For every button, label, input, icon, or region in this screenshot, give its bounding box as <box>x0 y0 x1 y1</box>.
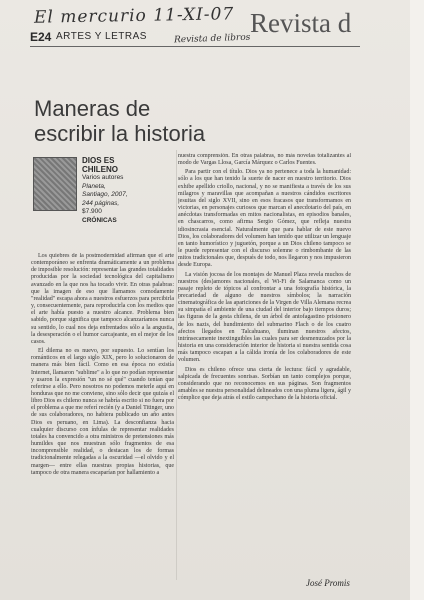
book-info <box>82 156 172 225</box>
handwritten-section-note: Revista de libros <box>173 32 251 46</box>
book-title <box>82 156 172 174</box>
page-edge <box>410 0 424 600</box>
column-divider <box>176 150 177 580</box>
section-name: ARTES Y LETRAS <box>56 31 147 42</box>
author-signature: José Promis <box>306 578 350 588</box>
publication-title: Revista d <box>250 8 352 38</box>
book-authors: Varios autores <box>82 174 124 181</box>
book-place-year: Santiago, 2007, <box>82 191 128 198</box>
paragraph: nuestra comprensión. En otras palabras, no más novelas totalizantes al modo de Vargas Llosa, García Márquez o Carlos Fuentes. <box>178 153 351 167</box>
book-title-line-2: CHILENO <box>82 165 118 174</box>
headline-line-2: escribir la historia <box>34 121 206 146</box>
paragraph: Para partir con el título. Dios ya no pertenece a toda la humanidad: sólo a los que han tenido la suerte de nacer en nuestro territorio. Dios exhibe apellido criollo, nacional, y no se manifiesta a través de los sus milagros y maravillas que acompañan a nuestros cándidos escritores jesuitas del siglo XVII, sino en esos fracasos que transformamos en victorias, en personajes curiosos que marcan el anecdotario del país, en anécdotas transformadas en mitos nacionalistas, en episodios banales, en chascarros, como afirma Sergio Gómez, que refleja nuestra idiosincrasia esencial. Naturalmente que para hablar de este nuevo Dios, los colaboradores del volumen han tenido que utilizar un lenguaje en tanto humorístico y juguetón, porque a un Dios chileno tampoco se le puede representar con el discurso solemne o rimbombante de las mitos tradicionales que, después de todo, nos llegaron y nos impusieron desde Europa. <box>178 169 351 269</box>
book-title-line-1: DIOS ES <box>82 156 115 165</box>
book-cover-thumbnail <box>33 157 77 211</box>
handwritten-annotation: El mercurio 11-XI-07 <box>33 4 235 28</box>
article-column-left <box>31 253 174 583</box>
book-publisher: Planeta, <box>82 182 106 190</box>
page-number: E24 <box>30 30 52 44</box>
paragraph: Los quiebres de la postmodernidad afirman que el arte contemporáneo se enfrenta dramáticamente a un problema de imposible resolución: representar las grandes totalidades producidas por la sociedad tecnológica del capitalismo avanzado en la que nos ha tocado vivir. En otras palabras: que la imagen de eso que llamamos comodamente "realidad" escapa ahora a nuestros esfuerzos para percibirla y, consecuentemente, para reproducirla con los medios que el arte había puesto a nuestro alcance. Problema bien sabido, porque significa que tampoco alcanzaríamos nunca su sentido, lo cual nos deja enfrentados sólo a la angustia, la desesperación o el humor carcajeante, en el mejor de los casos. <box>31 253 174 345</box>
paragraph: Dios es chileno ofrece una cierta de lectura: fácil y agradable, salpicada de frecuentes sonrisas. Sorbían un tanto complejos porque, considerando que no reconocemos en sus páginas. Son fragmentos amables se nuestra personalidad delineados con una pluma ligera, ágil y cómplice que deja atrás el estilo campechano de la historia oficial. <box>178 366 351 402</box>
book-price: $7.900 <box>82 208 102 215</box>
article-column-right <box>178 153 351 583</box>
paragraph: El dilema no es nuevo, por supuesto. Lo sentían los románticos en el largo siglo XIX, pero lo solucionaron de manera más bien fácil. Como en esa época no existía Internet, llamaron "sublime" a lo que no podían representar y usaron la expresión "un no sé qué" cuando tenían que referirse a ello. Pero nosotros no podemos meterle aquí en honduras que no me conviene, sino sólo decir que quizás el libro Dios es chileno nunca se habría escrito si no fuera por el problema a que me referí recién (y a Daniel Titinger, uno de sus colaboradores, no habiera publicado un año antes Dios es peruano, en Lima). La desconfianza hacia cualquier discurso con ínfulas de representar realidades totales ha convencido a otra ministros de pretensiones más humildes que nos muestran sólo fragmentos de esa incomprensible realidad, o destacan los de formas tradicionalmente relegadas a la oscuridad —el olvido y el margen— entre ellas nuestras propias historias, que tampoco de otra manera escaparían por hallamiento a <box>31 348 174 476</box>
headline-line-1: Maneras de <box>34 96 151 121</box>
book-pages: 244 páginas, <box>82 199 120 207</box>
article-headline <box>34 96 205 146</box>
book-genre: CRÓNICAS <box>82 216 117 224</box>
header-rule <box>30 46 360 47</box>
paragraph: La visión jocosa de los montajes de Manuel Plaza revela muchos de nuestros (des)amores nacionales, el Wi-Fi de Salamanca como un pasaje repleto de tópicos al confrontar a una fotografía histórica, la precariedad de alguno de nuestros símbolos; la narración cinematográfica de las apariciones de la Virgen de Villa Alemana recrea su simpatía el ambiente de una ciudad del interior bajo tiempos duros; las figuras de la gesta chilena, de un árbol de antofagastino prisionero de los nazis, del hundimiento del submarino Flach o de los cuatro afectos llegados en Talcahuano, iluminan nuestros afectos, intrínsecamente inextinguibles las cuales para ser desmenuzados por la historia en una consideración interior de historia si nuestra sentida cosa más tampoco escapan a la cálida ironía de los colaboradores de este volumen. <box>178 271 351 364</box>
